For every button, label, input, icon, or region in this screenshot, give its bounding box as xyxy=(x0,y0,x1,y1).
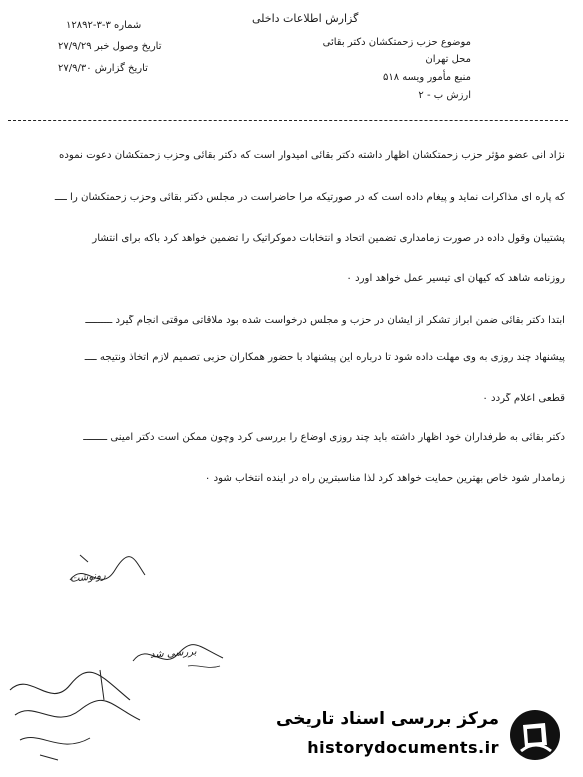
grading-field: ارزش ب - ۲ xyxy=(418,90,471,101)
body-line: زمامدار شود خاص بهترین حمایت خواهد کرد لذا مناسبترین راه در آینده انتخاب شود ۰ xyxy=(204,473,565,484)
handwritten-margin-signature xyxy=(0,660,150,770)
archive-url: historydocuments.ir xyxy=(307,738,499,757)
body-line: قطعی اعلام گردد ۰ xyxy=(482,393,565,404)
archive-emblem-icon xyxy=(507,707,563,763)
handwritten-note: رونوشت xyxy=(69,570,107,585)
body-line: ابتدا دکتر بقائی ضمن ابراز تشکر از ایشان در حزب و مجلس درخواست شده بود ملاقاتی موقتی انجام گیرد ـــــــــ xyxy=(85,315,565,326)
body-line: دکتر بقائی به طرفداران خود اظهار داشته باید چند روزی اوضاع را بررسی کرد وچون ممکن است دکتر امینی ــــــــ xyxy=(83,432,565,443)
source-field: منبع مأمور ویسه ۵۱۸ xyxy=(382,72,471,83)
header-divider xyxy=(8,120,568,121)
signer-note: بررسی شد xyxy=(149,646,197,661)
body-line: نژاد انی عضو مؤثر حزب زحمتکشان اظهار داشته دکتر بقائی امیدوار است که دکتر بقائی وحزب زحمتکشان دعوت نموده xyxy=(58,150,565,161)
archive-name: مرکز بررسی اسناد تاریخی xyxy=(276,709,499,729)
body-line: پشتیبان وقول داده در صورت زمامداری تضمین اتحاد و انتخابات دموکراتیک را تضمین خواهد کرد باکه برای انتشار xyxy=(92,233,565,244)
place-field: محل تهران xyxy=(425,54,471,65)
subject-field: موضوع حزب زحمتکشان دکتر بقائی xyxy=(322,37,471,48)
report-title: گزارش اطلاعات داخلی xyxy=(252,12,359,25)
archive-logo xyxy=(269,705,569,765)
handwritten-scribble xyxy=(60,540,150,600)
body-line: روزنامه شاهد که کیهان ای تیسیر عمل خواهد آورد ۰ xyxy=(346,273,565,284)
body-line: که پاره ای مذاکرات نماید و پیغام داده است که در صورتیکه مرا حاضراست در مجلس دکتر بقائی وحزب زحمتکشان را ــــ xyxy=(54,192,565,203)
body-line: پیشنهاد چند روزی به وی مهلت داده شود تا درباره این پیشنهاد با حضور همکاران حزبی تصمیم لازم اتخاذ ونتیجه ــــ xyxy=(84,352,565,363)
report-date: تاریخ گزارش ۲۷/۹/۳۰ xyxy=(58,63,148,74)
received-date: تاریخ وصول خبر ۲۷/۹/۲۹ xyxy=(58,41,162,52)
report-number: شماره ۳-۳-۱۲۸۹۲ xyxy=(66,20,142,31)
